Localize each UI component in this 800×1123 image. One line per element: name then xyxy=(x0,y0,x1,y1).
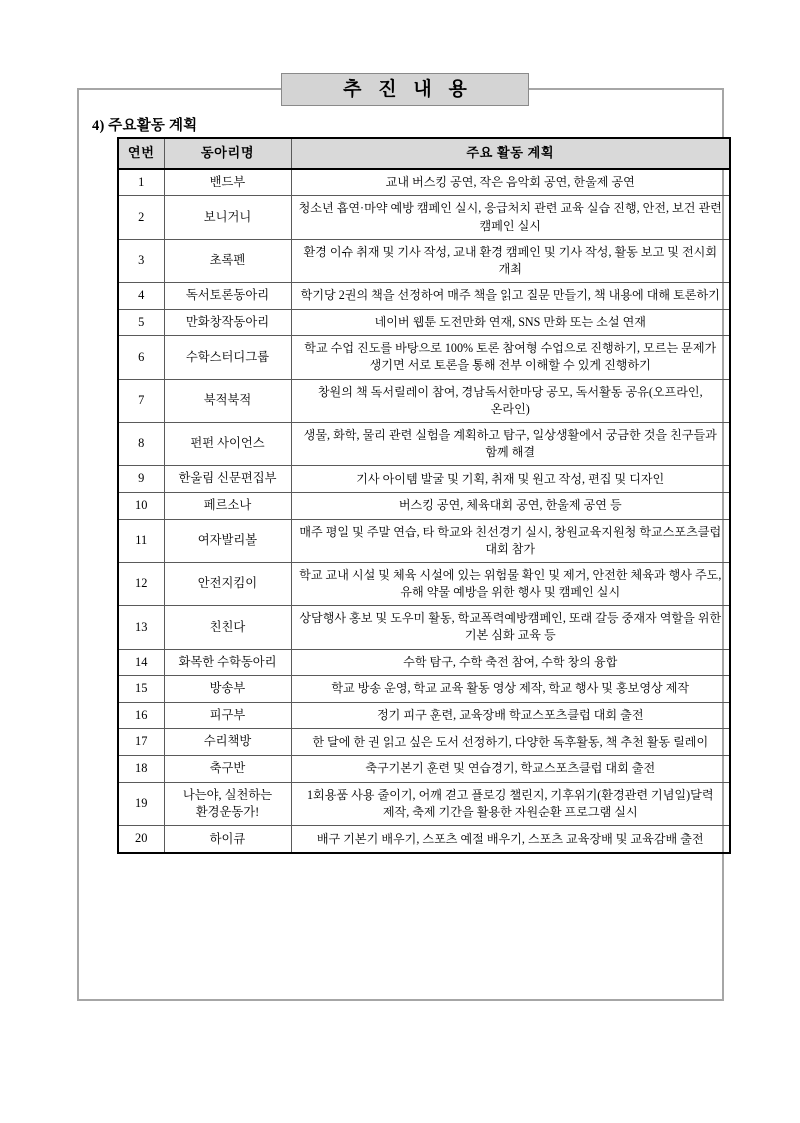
cell-club-name: 축구반 xyxy=(164,755,291,782)
cell-club-name: 페르소나 xyxy=(164,492,291,519)
cell-activity-plan: 학교 수업 진도를 바탕으로 100% 토론 참여형 수업으로 진행하기, 모르는 문제가 생기면 서로 토론을 통해 전부 이해할 수 있게 진행하기 xyxy=(291,336,730,379)
table-row xyxy=(118,492,730,519)
cell-no: 6 xyxy=(118,336,164,379)
cell-no: 11 xyxy=(118,519,164,562)
cell-club-name: 수리책방 xyxy=(164,729,291,756)
table-row xyxy=(118,519,730,562)
cell-no: 14 xyxy=(118,649,164,676)
cell-activity-plan: 생물, 화학, 물리 관련 실험을 계획하고 탐구, 일상생활에서 궁금한 것을 친구들과 함께 해결 xyxy=(291,422,730,465)
cell-no: 5 xyxy=(118,309,164,336)
cell-no: 20 xyxy=(118,826,164,853)
cell-activity-plan: 축구기본기 훈련 및 연습경기, 학교스포츠클럽 대회 출전 xyxy=(291,755,730,782)
cell-club-name: 나는야, 실천하는 환경운동가! xyxy=(164,782,291,826)
cell-club-name: 독서토론동아리 xyxy=(164,283,291,310)
column-header-plan: 주요 활동 계획 xyxy=(291,138,730,169)
cell-no: 4 xyxy=(118,283,164,310)
table-row xyxy=(118,309,730,336)
cell-club-name: 방송부 xyxy=(164,676,291,703)
cell-no: 8 xyxy=(118,422,164,465)
table-row xyxy=(118,422,730,465)
cell-activity-plan: 배구 기본기 배우기, 스포츠 예절 배우기, 스포츠 교육장배 및 교육감배 출전 xyxy=(291,826,730,853)
cell-club-name: 만화창작동아리 xyxy=(164,309,291,336)
table-row xyxy=(118,826,730,853)
table-row xyxy=(118,466,730,493)
page-banner xyxy=(281,73,529,106)
cell-club-name: 피구부 xyxy=(164,702,291,729)
cell-club-name: 수학스터디그룹 xyxy=(164,336,291,379)
cell-activity-plan: 상담행사 홍보 및 도우미 활동, 학교폭력예방캠페인, 또래 갈등 중재자 역할을 위한 기본 심화 교육 등 xyxy=(291,606,730,649)
table-row xyxy=(118,239,730,282)
cell-no: 15 xyxy=(118,676,164,703)
cell-no: 1 xyxy=(118,169,164,196)
column-header-no: 연번 xyxy=(118,138,164,169)
table-body xyxy=(118,169,730,853)
cell-activity-plan: 버스킹 공연, 체육대회 공연, 한울제 공연 등 xyxy=(291,492,730,519)
cell-activity-plan: 교내 버스킹 공연, 작은 음악회 공연, 한울제 공연 xyxy=(291,169,730,196)
cell-club-name: 안전지킴이 xyxy=(164,562,291,605)
table-row xyxy=(118,379,730,422)
activity-plan-table-wrapper xyxy=(117,137,729,854)
cell-club-name: 북적북적 xyxy=(164,379,291,422)
cell-club-name: 밴드부 xyxy=(164,169,291,196)
cell-activity-plan: 학교 교내 시설 및 체육 시설에 있는 위험물 확인 및 제거, 안전한 체육과 행사 주도, 유해 약물 예방을 위한 행사 및 캠페인 실시 xyxy=(291,562,730,605)
cell-club-name: 친친다 xyxy=(164,606,291,649)
cell-no: 12 xyxy=(118,562,164,605)
cell-no: 13 xyxy=(118,606,164,649)
cell-activity-plan: 학교 방송 운영, 학교 교육 활동 영상 제작, 학교 행사 및 홍보영상 제작 xyxy=(291,676,730,703)
table-row xyxy=(118,649,730,676)
page-title: 추 진 내 용 xyxy=(343,79,473,100)
section-heading: 4) 주요활동 계획 xyxy=(92,118,198,134)
cell-activity-plan: 한 달에 한 권 읽고 싶은 도서 선정하기, 다양한 독후활동, 책 추천 활동 릴레이 xyxy=(291,729,730,756)
cell-activity-plan: 매주 평일 및 주말 연습, 타 학교와 친선경기 실시, 창원교육지원청 학교스포츠클럽 대회 참가 xyxy=(291,519,730,562)
table-row xyxy=(118,169,730,196)
cell-activity-plan: 수학 탐구, 수학 축전 참여, 수학 창의 융합 xyxy=(291,649,730,676)
cell-activity-plan: 환경 이슈 취재 및 기사 작성, 교내 환경 캠페인 및 기사 작성, 활동 보고 및 전시회 개최 xyxy=(291,239,730,282)
table-row xyxy=(118,676,730,703)
cell-no: 17 xyxy=(118,729,164,756)
cell-no: 7 xyxy=(118,379,164,422)
cell-no: 2 xyxy=(118,196,164,239)
cell-no: 9 xyxy=(118,466,164,493)
cell-activity-plan: 네이버 웹툰 도전만화 연재, SNS 만화 또는 소설 연재 xyxy=(291,309,730,336)
cell-activity-plan: 기사 아이템 발굴 및 기획, 취재 및 원고 작성, 편집 및 디자인 xyxy=(291,466,730,493)
cell-no: 18 xyxy=(118,755,164,782)
cell-club-name: 하이큐 xyxy=(164,826,291,853)
activity-plan-table xyxy=(117,137,731,854)
cell-club-name: 펀펀 사이언스 xyxy=(164,422,291,465)
cell-club-name: 한울림 신문편집부 xyxy=(164,466,291,493)
table-row xyxy=(118,782,730,826)
table-row xyxy=(118,336,730,379)
cell-club-name: 보니거니 xyxy=(164,196,291,239)
cell-no: 3 xyxy=(118,239,164,282)
table-row xyxy=(118,729,730,756)
table-row xyxy=(118,562,730,605)
cell-no: 19 xyxy=(118,782,164,826)
table-row xyxy=(118,196,730,239)
cell-no: 10 xyxy=(118,492,164,519)
table-row xyxy=(118,702,730,729)
table-row xyxy=(118,755,730,782)
cell-activity-plan: 학기당 2권의 책을 선정하여 매주 책을 읽고 질문 만들기, 책 내용에 대해 토론하기 xyxy=(291,283,730,310)
table-row xyxy=(118,606,730,649)
cell-club-name: 화목한 수학동아리 xyxy=(164,649,291,676)
cell-club-name: 여자발리볼 xyxy=(164,519,291,562)
cell-no: 16 xyxy=(118,702,164,729)
cell-activity-plan: 청소년 흡연·마약 예방 캠페인 실시, 응급처치 관련 교육 실습 진행, 안전, 보건 관련 캠페인 실시 xyxy=(291,196,730,239)
cell-activity-plan: 창원의 책 독서릴레이 참여, 경남독서한마당 공모, 독서활동 공유(오프라인, 온라인) xyxy=(291,379,730,422)
cell-activity-plan: 1회용품 사용 줄이기, 어깨 겯고 플로깅 챌린지, 기후위기(환경관련 기념일)달력 제작, 축제 기간을 활용한 자원순환 프로그램 실시 xyxy=(291,782,730,826)
table-header-row xyxy=(118,138,730,169)
table-row xyxy=(118,283,730,310)
column-header-club: 동아리명 xyxy=(164,138,291,169)
cell-activity-plan: 정기 피구 훈련, 교육장배 학교스포츠클럽 대회 출전 xyxy=(291,702,730,729)
cell-club-name: 초록펜 xyxy=(164,239,291,282)
